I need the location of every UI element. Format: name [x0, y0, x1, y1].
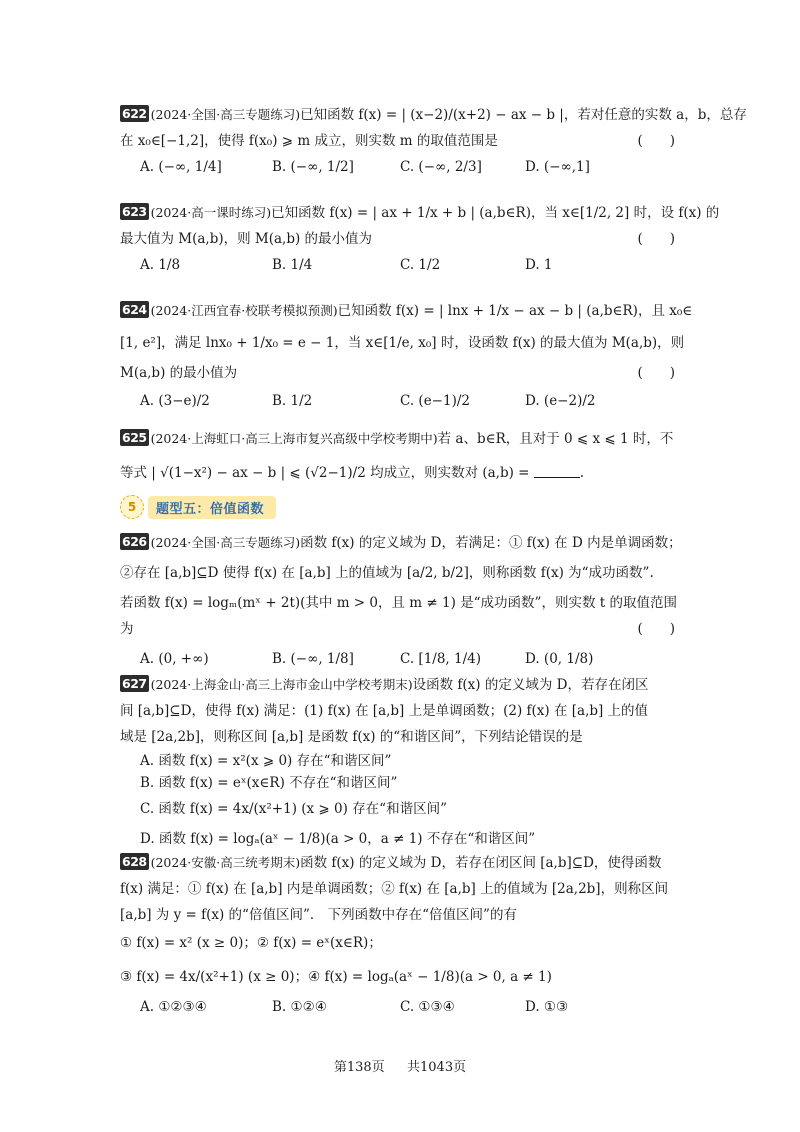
question-line	[120, 200, 720, 226]
question-text: 最大值为 M(a,b)，则 M(a,b) 的最小值为	[120, 231, 373, 247]
question-line	[120, 360, 685, 386]
option-d: D. (e−2)/2	[525, 393, 596, 409]
question-text: 域是 [2a,2b]，则称区间 [a,b] 是函数 f(x) 的“和谐区间”，下列结论错误的是	[120, 729, 583, 745]
question-source: (2024·高一课时练习)	[150, 205, 272, 220]
option-a: A. 1/8	[140, 257, 181, 273]
question-text: 设函数 f(x) 的定义域为 D，若存在闭区	[412, 677, 649, 693]
question-line	[120, 560, 685, 586]
question-text: 函数 f(x) 的定义域为 D，若存在闭区间 [a,b]⊆D，使得函数	[300, 855, 662, 871]
sentence-end: .	[579, 465, 585, 481]
option-d: D. 函数 f(x) = logₐ(aˣ − 1/8)(a > 0，a ≠ 1) 不存在“和谐区间”	[140, 831, 536, 847]
option-b: B. (−∞, 1/8]	[272, 651, 354, 667]
question-line	[120, 426, 685, 452]
options-row	[120, 994, 685, 1020]
question-source: (2024·全国·高三专题练习)	[150, 535, 301, 550]
option-b: B. (−∞, 1/2]	[272, 159, 354, 175]
question-source: (2024·上海金山·高三上海市金山中学校考期末)	[150, 677, 413, 692]
option-c: C. (e−1)/2	[400, 393, 470, 409]
question-line	[120, 530, 685, 556]
question-text: ②存在 [a,b]⊆D 使得 f(x) 在 [a,b] 上的值域为 [a/2, b/2]，则称函数 f(x) 为“成功函数”.	[120, 565, 654, 581]
question-source: (2024·全国·高三专题练习)	[150, 107, 301, 122]
question-text: 已知函数 f(x) = | lnx + 1/x − ax − b | (a,b∈R)，且 x₀∈	[337, 303, 693, 319]
question-line	[120, 298, 693, 324]
question-624	[120, 298, 693, 414]
option-b: B. 1/4	[272, 257, 313, 273]
question-source: (2024·安徽·高三统考期末)	[150, 855, 301, 870]
option-d: D. (0, 1/8)	[525, 651, 594, 667]
question-627	[120, 672, 685, 854]
option-c: C. [1/8, 1/4)	[400, 651, 481, 667]
option-a: A. (−∞, 1/4]	[140, 159, 222, 175]
option-b: B. ①②④	[272, 999, 327, 1015]
question-number: 624	[122, 302, 147, 317]
question-text: 已知函数 f(x) = | ax + 1/x + b | (a,b∈R)，当 x∈[1/2, 2] 时，设 f(x) 的	[271, 205, 720, 221]
question-line	[120, 226, 685, 252]
question-625	[120, 426, 685, 486]
question-text: 函数 f(x) 的定义域为 D，若满足：① f(x) 在 D 内是单调函数；	[300, 535, 682, 551]
question-number: 627	[122, 676, 147, 691]
question-text: ① f(x) = x² (x ≥ 0)；② f(x) = eˣ(x∈R)；	[120, 935, 382, 951]
question-line	[120, 876, 685, 902]
question-line	[120, 330, 685, 356]
question-text: 为	[120, 621, 134, 637]
question-text: 已知函数 f(x) = | (x−2)/(x+2) − ax − b |，若对任意的实数 a，b，总存	[300, 107, 747, 123]
page-number: 第138页	[333, 1060, 385, 1075]
question-line	[120, 964, 685, 990]
question-text: 若函数 f(x) = logₘ(mˣ + 2t)(其中 m > 0，且 m ≠ 1) 是“成功函数”，则实数 t 的取值范围	[120, 595, 677, 611]
option-c: C. ①③④	[400, 999, 455, 1015]
option-d: D. (−∞,1]	[525, 159, 590, 175]
answer-blank[interactable]	[534, 463, 580, 478]
options-row	[120, 252, 685, 278]
question-number: 625	[122, 430, 147, 445]
page-total: 共1043页	[407, 1060, 467, 1075]
options-row	[120, 388, 685, 414]
option-c: C. 1/2	[400, 257, 441, 273]
answer-paren: ( )	[637, 621, 675, 637]
question-line	[120, 698, 685, 724]
question-text: ③ f(x) = 4x/(x²+1) (x ≥ 0)；④ f(x) = logₐ(aˣ − 1/8)(a > 0, a ≠ 1)	[120, 969, 552, 985]
answer-paren: ( )	[637, 365, 675, 381]
option-a: A. (0, +∞)	[140, 651, 209, 667]
question-text: [a,b] 为 y = f(x) 的“倍值区间”． 下列函数中存在“倍值区间”的有	[120, 907, 517, 923]
question-source: (2024·上海虹口·高三上海市复兴高级中学校考期中)	[150, 431, 438, 446]
question-line	[120, 724, 685, 750]
question-623	[120, 200, 720, 278]
page-footer	[0, 1056, 800, 1075]
option-c: C. (−∞, 2/3]	[400, 159, 482, 175]
answer-paren: ( )	[637, 231, 675, 247]
question-line	[120, 902, 685, 928]
question-line	[120, 590, 685, 616]
section-badge: 5	[120, 495, 144, 519]
question-line	[120, 460, 685, 486]
question-text: [1, e²]，满足 lnx₀ + 1/x₀ = e − 1，当 x∈[1/e, x₀] 时，设函数 f(x) 的最大值为 M(a,b)，则	[120, 335, 685, 351]
question-628	[120, 850, 685, 1020]
question-text: M(a,b) 的最小值为	[120, 365, 238, 381]
question-text: f(x) 满足：① f(x) 在 [a,b] 内是单调函数；② f(x) 在 [a,b] 上的值域为 [2a,2b]，则称区间	[120, 881, 669, 897]
question-line	[120, 128, 685, 154]
question-number: 622	[122, 106, 147, 121]
option-d: D. ①③	[525, 999, 569, 1015]
question-number: 623	[122, 204, 147, 219]
question-source: (2024·江西宜春·校联考模拟预测)	[150, 303, 338, 318]
question-text: 若 a、b∈R，且对于 0 ⩽ x ⩽ 1 时，不	[437, 431, 674, 447]
option-b: B. 1/2	[272, 393, 313, 409]
question-text: 等式 | √(1−x²) − ax − b | ⩽ (√2−1)/2 均成立，则实数对 (a,b) =	[120, 465, 530, 481]
question-line	[120, 672, 685, 698]
option-b: B. 函数 f(x) = eˣ(x∈R) 不存在“和谐区间”	[140, 775, 398, 791]
section-title: 题型五：倍值函数	[148, 496, 276, 519]
options-row	[120, 646, 685, 672]
question-line	[120, 850, 685, 876]
question-number: 626	[122, 534, 147, 549]
question-line	[120, 102, 747, 128]
question-text: 间 [a,b]⊆D，使得 f(x) 满足：(1) f(x) 在 [a,b] 上是单调函数；(2) f(x) 在 [a,b] 上的值	[120, 703, 649, 719]
question-number: 628	[122, 854, 147, 869]
question-text: 在 x₀∈[−1,2]，使得 f(x₀) ⩾ m 成立，则实数 m 的取值范围是	[120, 133, 498, 149]
section-banner	[120, 494, 276, 520]
answer-paren: ( )	[637, 133, 675, 149]
option-a: A. ①②③④	[140, 999, 207, 1015]
question-622	[120, 102, 747, 180]
option-a: A. (3−e)/2	[140, 393, 210, 409]
question-line	[120, 930, 685, 956]
option-d: D. 1	[525, 257, 553, 273]
question-line	[120, 616, 685, 642]
option-c: C. 函数 f(x) = 4x/(x²+1) (x ⩾ 0) 存在“和谐区间”	[140, 801, 447, 817]
options-row	[120, 154, 685, 180]
question-626	[120, 530, 685, 672]
option-a: A. 函数 f(x) = x²(x ⩾ 0) 存在“和谐区间”	[140, 753, 392, 769]
